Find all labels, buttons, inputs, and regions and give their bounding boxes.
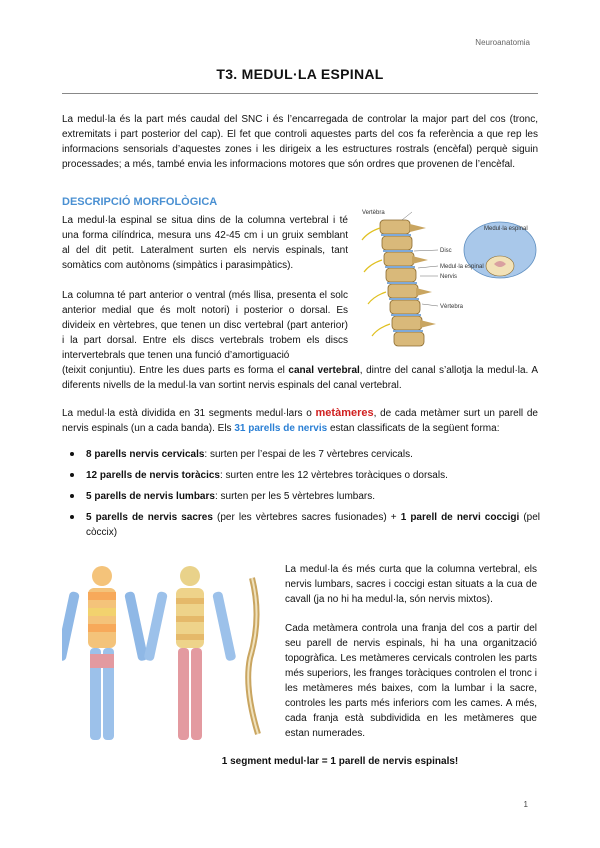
morphology-paragraph-1: La medul·la espinal se situa dins de la columna vertebral i té una forma cilíndrica, mesura uns 42-45 cm i un gruix semblant al del dit petit. Lateralment surten els nervis espinals, tant somàtics com autònoms (simpàtics i parasimpàtics). <box>62 215 348 271</box>
para-text: , dintre del canal s’allotja la medul·la. A diferents nivells de la medul·la van sortint nervis espinals del canal vertebral. <box>62 365 538 391</box>
para-text: estan classificats de la següent forma: <box>327 423 500 434</box>
cauda-equina-paragraph: La medul·la és més curta que la columna vertebral, els nervis lumbars, sacres i coccigi estan situats a la cua de cavall (ja no hi ha medul·la, són nervis mixtos). <box>285 564 537 605</box>
metameres-term: metàmeres <box>315 407 374 419</box>
topography-paragraph: Cada metàmera controla una franja del cos a partir del seu parell de nervis espinals, hi ha una organització topogràfica. Les metàmeres cervicals controlen les parts més superiors, les franges toràciques controlen el tronc i les metàmeres més baixes, com la lumbar i la sacre, controles les parts més inferiors com les cames. A més, cada franja està subdividida en les metàmeres que estan numerades. <box>285 623 537 739</box>
canal-vertebral-term: canal vertebral <box>288 365 360 376</box>
figure-label: Disc <box>440 248 452 254</box>
page-number: 1 <box>523 800 528 809</box>
list-item <box>70 447 540 462</box>
list-item-text: : surten per les 5 vèrtebres lumbars. <box>214 491 376 502</box>
list-item-term: 5 parells de nervis lumbars <box>86 491 215 502</box>
dermatome-illustration <box>62 558 280 754</box>
nerve-pairs-term: 31 parells de nervis <box>234 423 328 434</box>
list-item-term: 8 parells nervis cervicals <box>86 449 205 460</box>
figure-label: Nervis <box>440 274 458 280</box>
para-text: La medul·la està dividida en 31 segments medul·lars o <box>62 408 316 419</box>
nerve-classification-list <box>70 447 540 546</box>
figure-label: Vèrtebra <box>440 304 464 310</box>
list-item-text: (per les vèrtebres sacres fusionades) + <box>212 512 401 523</box>
list-item-term: 1 parell de nervi coccigi <box>400 512 520 523</box>
list-item <box>70 489 540 504</box>
morphology-paragraph-2-continued <box>62 363 538 393</box>
spine-illustration <box>358 208 540 363</box>
list-item-term: 12 parells de nervis toràcics <box>86 470 220 481</box>
section-title: DESCRIPCIÓ MORFOLÒGICA <box>62 196 218 208</box>
title-divider <box>62 93 538 94</box>
metameres-paragraph <box>62 406 538 436</box>
list-item-text: : surten per l’espai de les 7 vèrtebres cervicals. <box>204 449 413 460</box>
list-item-text: : surten entre les 12 vèrtebres toràciques o dorsals. <box>219 470 448 481</box>
figure-label: Medul·la espinal <box>440 264 484 270</box>
list-item <box>70 510 540 540</box>
inset-label: Medul·la espinal <box>484 226 528 232</box>
morphology-paragraph-2: La columna té part anterior o ventral (més llisa, presenta el solc anterior medial que és molt notori) i posterior o dorsal. Es divideix en vèrtebres, que tenen un disc vertebral (part anterior) i la part dorsal. Entre els discs vertebrals trobem els discs intervertebrals que tenen una funció d’amortiguació <box>62 290 348 361</box>
para-text: , de cada metàmer surt un parell de nervis espinals (un a cada banda). Els <box>62 408 538 434</box>
summary-statement: 1 segment medul·lar = 1 parell de nervis espinals! <box>221 756 459 767</box>
figure-label: Vertèbra <box>362 210 385 216</box>
list-item-term: 5 parells de nervis sacres <box>86 512 213 523</box>
header-subject: Neuroanatomia <box>475 38 530 47</box>
list-item <box>70 468 540 483</box>
list-item-text: (pel còccix) <box>86 512 540 538</box>
intro-paragraph: La medul·la és la part més caudal del SNC i és l’encarregada de controlar la major part del cos (tronc, extremitats i part posterior del cap). El fet que controli aquestes parts del cos fa referència a que rep les informacions sensorials d’aquestes zones i les dirigeix a les estructures rostrals (encèfal) perquè siguin processades; a més, també envia les informacions motores que són ordres que provenen de l’encèfal. <box>62 114 538 170</box>
page-title: T3. MEDUL·LA ESPINAL <box>216 66 384 82</box>
para-text: (teixit conjuntiu). Entre les dues parts es forma el <box>62 365 289 376</box>
